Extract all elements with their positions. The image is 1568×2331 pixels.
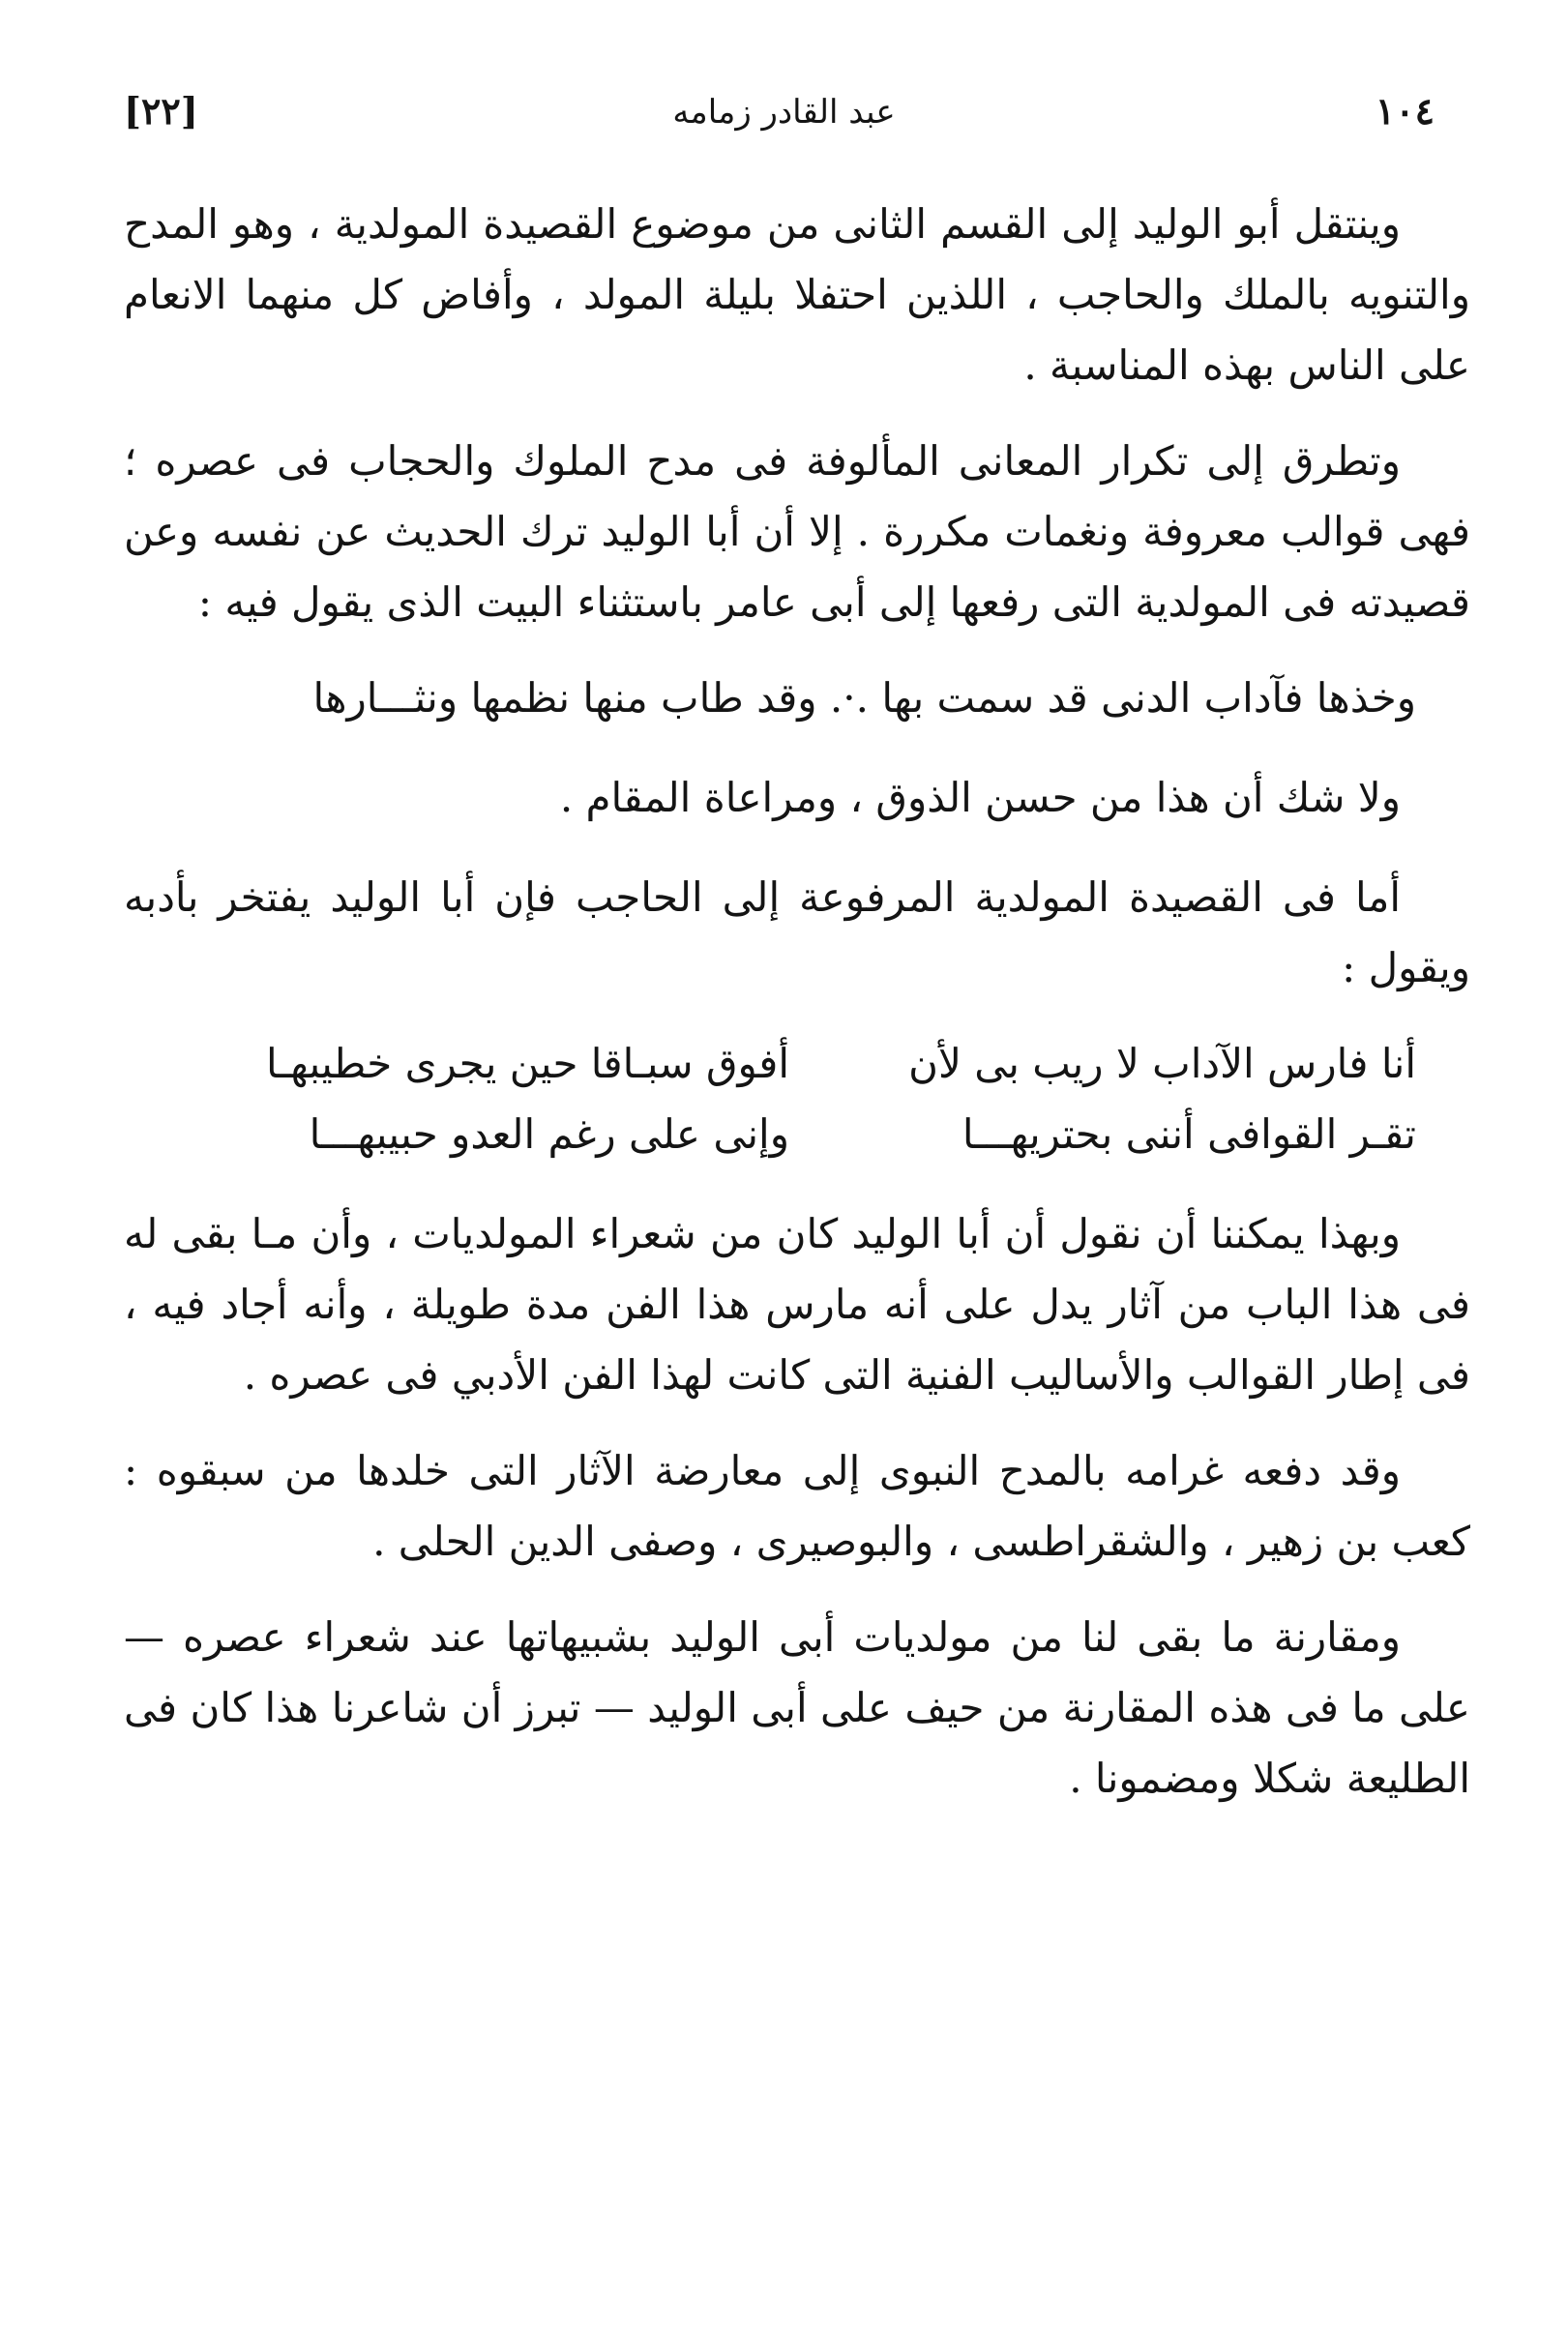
body-text xyxy=(124,189,1470,1839)
verse-line xyxy=(124,1099,1416,1169)
running-head xyxy=(0,89,1568,147)
hemistich: أفوق سبـاقا حين يجرى خطيبهـا xyxy=(266,1040,789,1087)
verse-line xyxy=(124,1028,1416,1099)
verse-block xyxy=(124,1028,1470,1169)
hemistich: وإنى على رغم العدو حبيبهـــا xyxy=(309,1110,789,1158)
paragraph: وتطرق إلى تكرار المعانى المألوفة فى مدح الملوك والحجاب فى عصره ؛ فهى قوالب معروفة ونغمات مكررة . إلا أن أبا الوليد ترك الحديث عن نفسه وعن قصيدته فى المولدية التى رفعها إلى أبى عامر باستثناء البيت الذى يقول فيه : xyxy=(124,437,1470,626)
paragraph: ولا شك أن هذا من حسن الذوق ، ومراعاة المقام . xyxy=(559,774,1401,821)
paragraph: ومقارنة ما بقى لنا من مولديات أبى الوليد بشبيهاتها عند شعراء عصره — على ما فى هذه المقارنة من حيف على أبى الوليد — تبرز أن شاعرنا هذا كان فى الطليعة شكلا ومضمونا . xyxy=(124,1613,1470,1802)
hemistich: تقـر القوافى أننى بحتريهـــا xyxy=(962,1110,1416,1158)
running-title: عبد القادر زمامه xyxy=(672,93,896,132)
hemistich: أنا فارس الآداب لا ريب بى لأن xyxy=(908,1040,1416,1087)
verse-line: وخذها فآداب الدنى قد سمت بها .·. وقد طاب منها نظمها ونثـــارها xyxy=(312,674,1416,722)
page-number: ١٠٤ xyxy=(1375,89,1435,133)
paragraph: وينتقل أبو الوليد إلى القسم الثانى من موضوع القصيدة المولدية ، وهو المدح والتنويه بالملك والحاجب ، اللذين احتفلا بليلة المولد ، وأفاض كل منهما الانعام على الناس بهذه المناسبة . xyxy=(124,200,1470,389)
paragraph: وبهذا يمكننا أن نقول أن أبا الوليد كان من شعراء المولديات ، وأن مـا بقى له فى هذا الباب من آثار يدل على أنه مارس هذا الفن مدة طويلة ، وأنه أجاد فيه ، فى إطار القوالب والأساليب الفنية التى كانت لهذا الفن الأدبي فى عصره . xyxy=(124,1210,1470,1399)
paragraph: أما فى القصيدة المولدية المرفوعة إلى الحاجب فإن أبا الوليد يفتخر بأدبه ويقول : xyxy=(124,873,1470,991)
paragraph: وقد دفعه غرامه بالمدح النبوى إلى معارضة الآثار التى خلدها من سبقوه : كعب بن زهير ، والشقراطسى ، والبوصيرى ، وصفى الدين الحلى . xyxy=(124,1447,1470,1565)
chapter-marker: [٢٢] xyxy=(124,89,198,133)
